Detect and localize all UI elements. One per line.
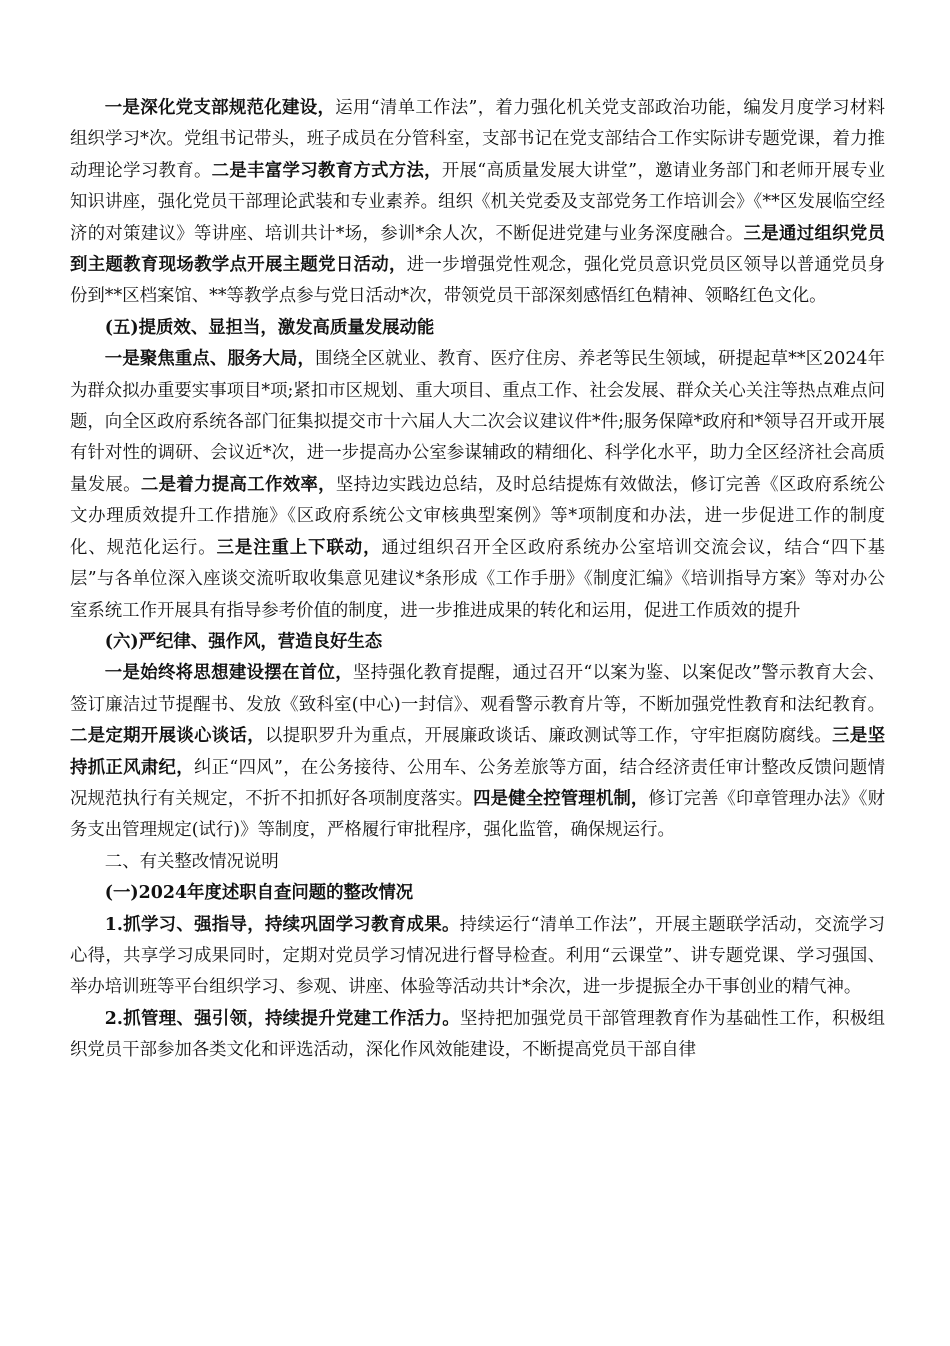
bold-lead: 二是定期开展谈心谈话， xyxy=(70,726,265,747)
text-run: 坚持边实践边总结，及时总结提炼有效做法，修订完善《区政府系统公文办理质效提升工作措施》《区政府系统公文审核典型案例》等*项制度和办法，进一步促进工作的制度化、规范化运行。 xyxy=(70,474,885,558)
bold-lead: 二是着力提高工作效率， xyxy=(140,474,336,495)
text-run: 运用“清单工作法”，着力强化机关党支部政治功能，编发月度学习材料组织学习*次。党组书记带头，班子成员在分管科室，支部书记在党支部结合工作实际讲专题党课，着力推动理论学习教育。 xyxy=(70,98,885,181)
document-page xyxy=(70,93,885,1067)
bold-lead: 一是始终将思想建设摆在首位， xyxy=(104,663,353,684)
section-heading-6 xyxy=(70,627,885,658)
text-run: 坚持强化教育提醒，通过召开“以案为鉴、以案促改”警示教育大会、签订廉洁过节提醒书、发放《致科室(中心)一封信》、观看警示教育片等，不断加强党性教育和法纪教育。 xyxy=(70,663,885,715)
text-run: 开展“高质量发展大讲堂”，邀请业务部门和老师开展专业知识讲座，强化党员干部理论武装和专业素养。组织《机关党委及支部党务工作培训会》《**区发展临空经济的对策建议》等讲座、培训共计*场，参训*余人次，不断促进党建与业务深度融合。 xyxy=(70,160,885,244)
heading-text: 二、有关整改情况说明 xyxy=(104,851,279,872)
text-run: 围绕全区就业、教育、医疗住房、养老等民生领域，研提起草**区2024年为群众拟办重要实事项目*项;紧扣市区规划、重大项目、重点工作、社会发展、群众关心关注等热点难点问题，向全区政府系统各部门征集拟提交市十六届人大二次会议建议件*件;服务保障*政府和*领导召开或开展有针对性的调研、会议近*次，进一步提高办公室参谋辅政的精细化、科学化水平，助力全区经济社会高质量发展。 xyxy=(70,349,885,495)
heading-text: (六)严纪律、强作风，营造良好生态 xyxy=(104,631,383,652)
bold-lead: 二是丰富学习教育方式方法， xyxy=(211,160,442,181)
text-run: 修订完善《印章管理办法》《财务支出管理规定(试行)》等制度，严格履行审批程序，强化监管，确保规运行。 xyxy=(70,788,885,841)
text-run: 以提职罗升为重点，开展廉政谈话、廉政测试等工作，守牢拒腐防腐线。 xyxy=(264,726,833,747)
text-run: 纠正“四风”，在公务接待、公用车、公务差旅等方面，结合经济责任审计整改反馈问题情况规范执行有关规定，不折不扣抓好各项制度落实。 xyxy=(70,757,885,809)
text-run: 坚持把加强党员干部管理教育作为基础性工作，积极组织党员干部参加各类文化和评选活动，深化作风效能建设，不断提高党员干部自律 xyxy=(70,1008,885,1061)
paragraph-party-branch-building xyxy=(70,93,885,313)
text-run: 进一步增强党性观念，强化党员意识党员区领导以普通党员身份到**区档案馆、**等教学点参与党日活动*次，带领党员干部深刻感悟红色精神、领略红色文化。 xyxy=(70,255,885,307)
chapter-heading-2 xyxy=(70,847,885,878)
bold-lead: 2.抓管理、强引领，持续提升党建工作活力。 xyxy=(104,1008,460,1029)
section-heading-5 xyxy=(70,313,885,344)
paragraph-rectification-1 xyxy=(70,910,885,1004)
heading-text: (五)提质效、显担当，激发高质量发展动能 xyxy=(104,317,435,338)
bold-lead: 三是通过组织党员到主题教育现场教学点开展主题党日活动， xyxy=(70,223,885,276)
bold-lead: 三是注重上下联动， xyxy=(216,537,382,558)
paragraph-discipline xyxy=(70,658,885,846)
bold-lead: 1.抓学习、强指导，持续巩固学习教育成果。 xyxy=(104,914,460,935)
text-run: 通过组织召开全区政府系统办公室培训交流会议，结合“四下基层”与各单位深入座谈交流听取收集意见建议*条形成《工作手册》《制度汇编》《培训指导方案》等对办公室系统工作开展具有指导参考价值的制度，进一步推进成果的转化和运用，促进工作质效的提升 xyxy=(70,537,885,621)
paragraph-rectification-2 xyxy=(70,1004,885,1067)
paragraph-quality-efficiency xyxy=(70,344,885,627)
bold-lead: 一是深化党支部规范化建设， xyxy=(104,98,336,118)
bold-lead: 一是聚焦重点、服务大局， xyxy=(104,349,316,370)
bold-lead: 四是健全控管理机制， xyxy=(473,788,649,809)
bold-lead: 三是坚持抓正风肃纪， xyxy=(70,726,885,778)
subsection-heading-1 xyxy=(70,878,885,909)
heading-text: (一)2024年度述职自查问题的整改情况 xyxy=(104,883,414,904)
text-run: 持续运行“清单工作法”，开展主题联学活动，交流学习心得，共享学习成果同时，定期对党员学习情况进行督导检查。利用“云课堂”、讲专题党课、学习强国、举办培训班等平台组织学习、参观、讲座、体验等活动共计*余次，进一步提振全办干事创业的精气神。 xyxy=(70,914,885,998)
